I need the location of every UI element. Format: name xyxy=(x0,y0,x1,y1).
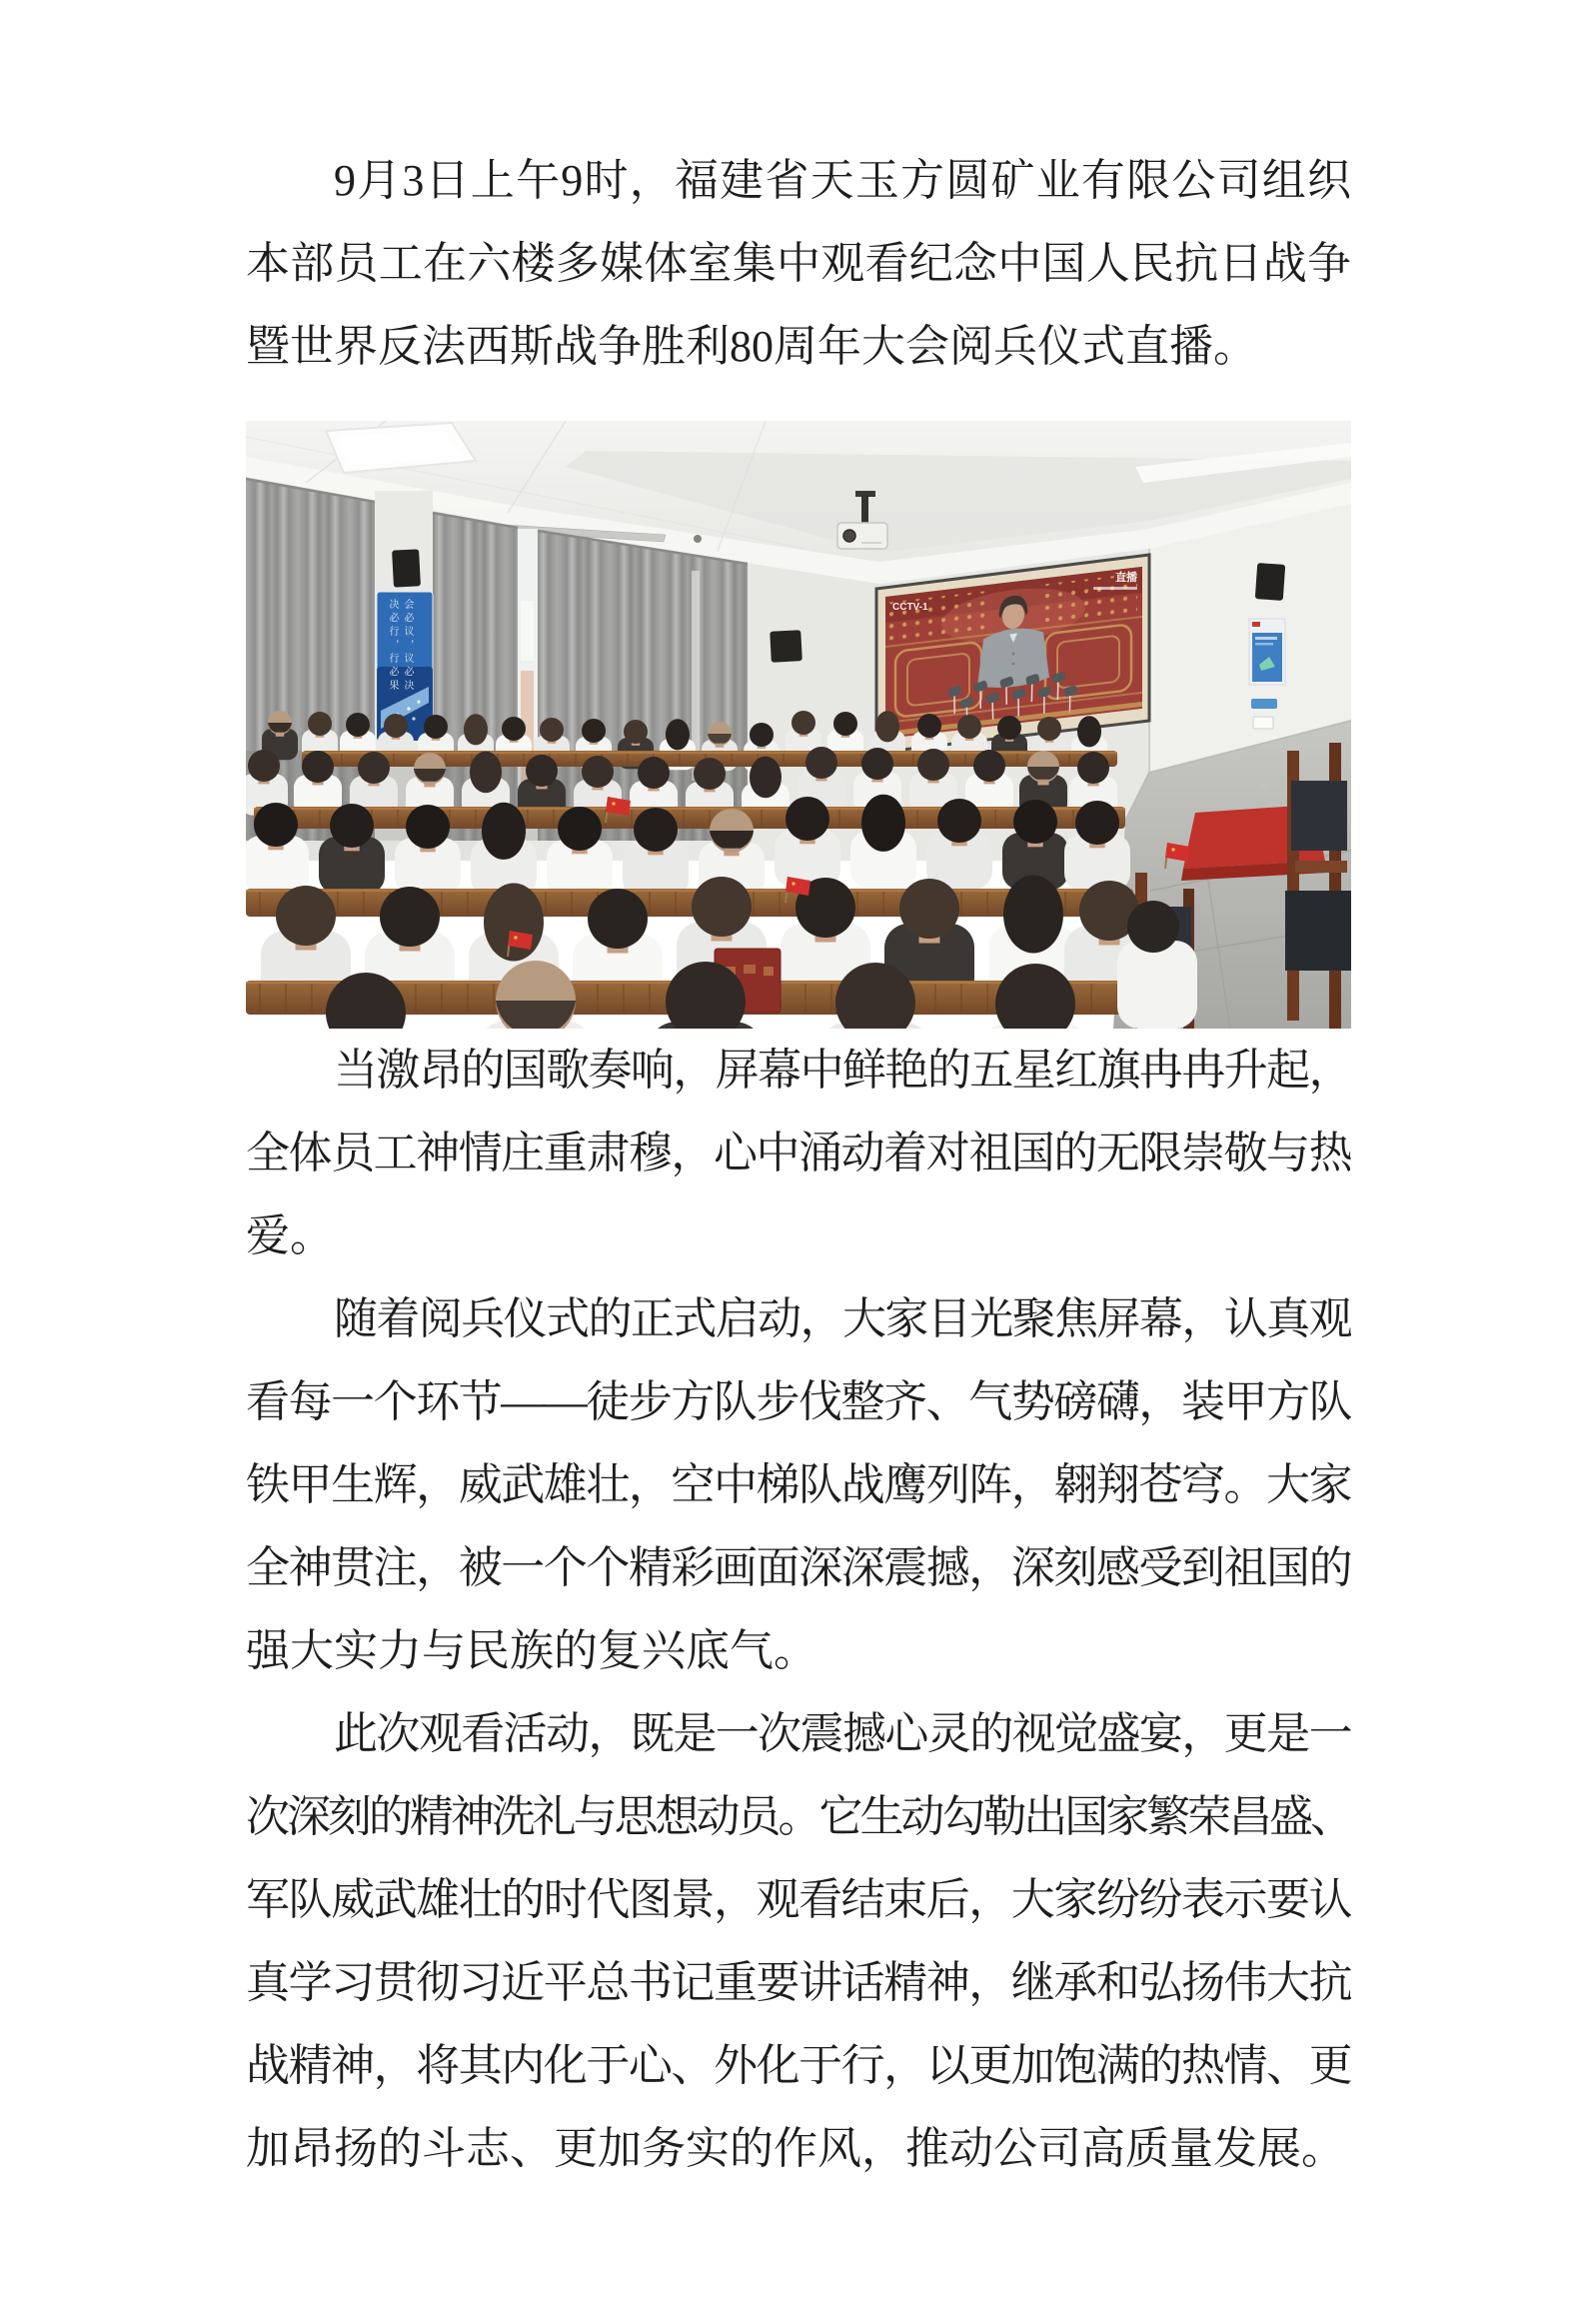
paragraph xyxy=(246,1692,1351,2190)
text-line: 次深刻的精神洗礼与思想动员。它生动勾勒出国家繁荣昌盛、 xyxy=(246,1792,1351,1841)
wall-speaker-right xyxy=(1255,563,1285,601)
text-line: 战精神，将其内化于心、外化于行，以更加饱满的热情、更 xyxy=(246,2041,1351,2090)
text-line: 全体员工神情庄重肃穆，心中涌动着对祖国的无限崇敬与热 xyxy=(246,1129,1351,1177)
text-line: 铁甲生辉，威武雄壮，空中梯队战鹰列阵，翱翔苍穹。大家 xyxy=(246,1460,1351,1509)
text-line: 加昂扬的斗志、更加务实的作风，推动公司高质量发展。 xyxy=(246,2124,1345,2173)
text-line: 看每一个环节——徒步方队步伐整齐、气势磅礴，装甲方队 xyxy=(246,1377,1351,1426)
text-line: 本部员工在六楼多媒体室集中观看纪念中国人民抗日战争 xyxy=(246,239,1351,288)
text-line: 真学习贯彻习近平总书记重要讲话精神，继承和弘扬伟大抗 xyxy=(246,1958,1351,2007)
article-body xyxy=(246,0,1351,2190)
wall-outlet xyxy=(1260,783,1266,789)
audience xyxy=(246,711,1197,1029)
paragraph xyxy=(246,139,1351,388)
ceiling-sensor xyxy=(694,535,702,543)
light-switch xyxy=(1253,717,1273,729)
text-line: 全神贯注，被一个个精彩画面深深震撼，深刻感受到祖国的 xyxy=(246,1543,1351,1592)
photo-illustration xyxy=(246,421,1351,1029)
cctv-logo-watermark: CCTV-1 xyxy=(892,602,928,613)
text-line: 当激昂的国歌奏响，屏幕中鲜艳的五星红旗冉冉升起， xyxy=(334,1046,1351,1095)
wall-sign xyxy=(1251,699,1277,709)
paragraph xyxy=(246,1277,1351,1692)
wall-poster xyxy=(1249,619,1285,685)
wall-speaker-center xyxy=(770,630,802,663)
wall-speaker-left xyxy=(392,549,421,587)
text-line: 军队威武雄壮的时代图景，观看结束后，大家纷纷表示要认 xyxy=(246,1875,1351,1924)
paragraph xyxy=(246,1029,1351,1277)
text-line: 爱。 xyxy=(246,1211,334,1260)
text-line: 9月3日上午9时，福建省天玉方圆矿业有限公司组织 xyxy=(334,156,1351,205)
wall-banner-text: 会必议，议必决 决必行，行必果 xyxy=(387,599,413,694)
text-line: 随着阅兵仪式的正式启动，大家目光聚焦屏幕，认真观 xyxy=(334,1294,1351,1343)
text-line: 此次观看活动，既是一次震撼心灵的视觉盛宴，更是一 xyxy=(334,1709,1351,1758)
text-line: 暨世界反法西斯战争胜利80周年大会阅兵仪式直播。 xyxy=(246,322,1257,371)
meeting-room-photo xyxy=(246,421,1351,1029)
text-line: 强大实力与民族的复兴底气。 xyxy=(246,1626,817,1675)
live-watermark-label: 直播 xyxy=(1115,572,1137,584)
